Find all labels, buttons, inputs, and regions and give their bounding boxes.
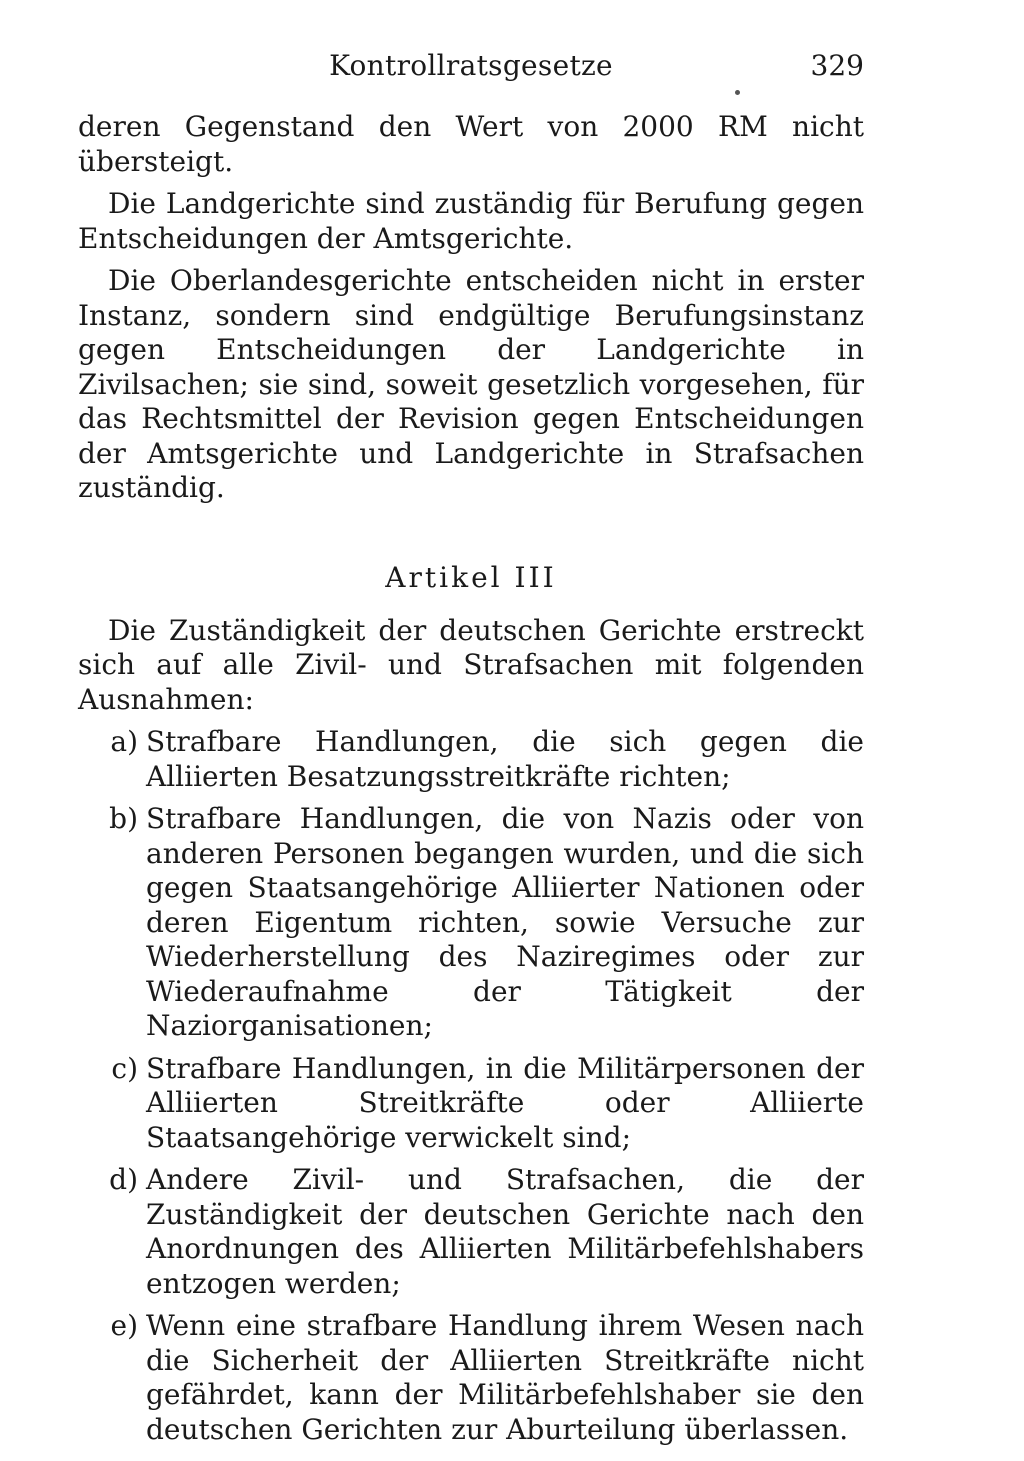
list-item-text: Wenn eine strafbare Handlung ihrem Wesen nach die Sicherheit der Alliierten Streitkräfte nicht gefährdet, kann der Militärbefehlshaber sie den deutschen Gerichten zur Aburteilung überlassen. [146, 1309, 864, 1446]
paragraph-continuation: deren Gegenstand den Wert von 2000 RM nicht übersteigt. [78, 110, 864, 178]
list-marker: e) [110, 1309, 138, 1342]
paragraph-landgerichte: Die Landgerichte sind zuständig für Berufung gegen Entscheidungen der Amtsgerichte. [78, 187, 864, 255]
list-marker: b) [109, 802, 138, 835]
running-title: Kontrollratsgesetze [329, 49, 613, 82]
list-marker: d) [109, 1163, 138, 1196]
list-marker: a) [110, 725, 138, 758]
article-lead-paragraph: Die Zuständigkeit der deutschen Gerichte erstreckt sich auf alle Zivil- und Strafsachen mit folgenden Ausnahmen: [78, 613, 864, 716]
list-item-d [78, 1163, 864, 1301]
article-heading: Artikel III [385, 560, 557, 594]
list-item-b [78, 802, 864, 1044]
list-item-a [78, 725, 864, 794]
list-marker: c) [111, 1051, 138, 1085]
list-item-e [78, 1309, 864, 1447]
list-item-text: Strafbare Handlungen, die von Nazis oder von anderen Personen begangen wurden, und die sich gegen Staatsangehörige Alliierter Nationen oder deren Eigentum richten, sowie Versuche zur Wiederherstellung des Naziregimes oder zur Wiederaufnahme der Tätigkeit der Naziorganisationen; [146, 802, 864, 1042]
exceptions-list [78, 725, 864, 1447]
body-text [78, 110, 864, 1455]
list-item-c [78, 1052, 864, 1156]
list-item-text: Andere Zivil- und Strafsachen, die der Zuständigkeit der deutschen Gerichte nach den Anordnungen des Alliierten Militärbefehlshabers entzogen werden; [146, 1163, 864, 1300]
list-item-text: Strafbare Handlungen, in die Militärpersonen der Alliierten Streitkräfte oder Alliierte Staatsangehörige verwickelt sind; [146, 1051, 864, 1154]
page-number: 329 [810, 49, 864, 82]
page-header [78, 44, 864, 88]
print-speck [735, 90, 740, 95]
list-item-text: Strafbare Handlungen, die sich gegen die Alliierten Besatzungsstreitkräfte richten; [146, 725, 864, 793]
paragraph-oberlandesgerichte: Die Oberlandesgerichte entscheiden nicht in erster Instanz, sondern sind endgültige Berufungsinstanz gegen Entscheidungen der Landgerichte in Zivilsachen; sie sind, soweit gesetzlich vorgesehen, für das Rechtsmittel der Revision gegen Entscheidungen der Amtsgerichte und Landgerichte in Strafsachen zuständig. [78, 264, 864, 504]
